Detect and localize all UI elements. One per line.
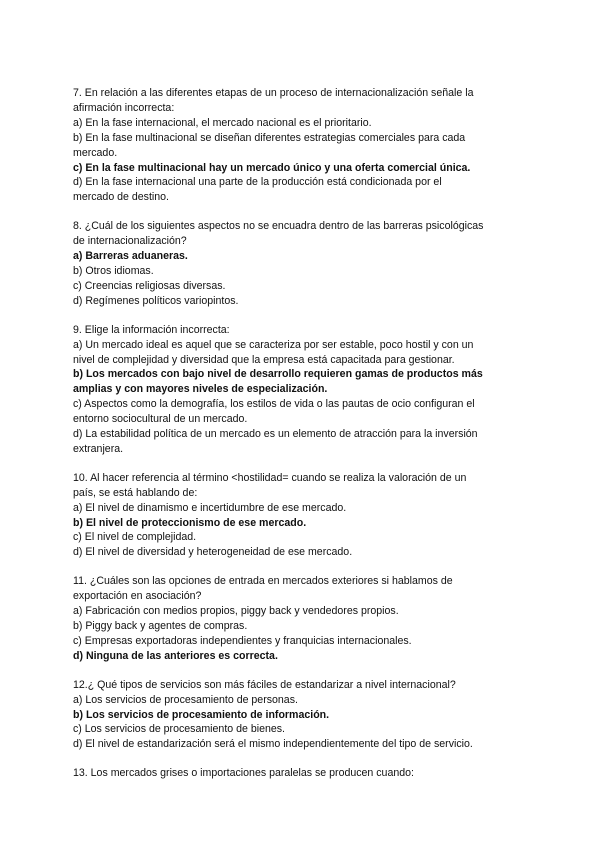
option-a: nivel de complejidad y diversidad que la empresa está capacitada para gestionar. <box>73 353 455 366</box>
option-b: b) Piggy back y agentes de compras. <box>73 620 248 632</box>
question-8-text: 8. ¿Cuál de los siguientes aspectos no se encuadra dentro de las barreras psicológicas <box>73 220 484 233</box>
option-d: d) El nivel de estandarización será el mismo independientemente del tipo de servicio. <box>73 738 473 751</box>
question-12 <box>73 678 533 753</box>
option-d: extranjera. <box>73 442 124 455</box>
question-8 <box>73 219 533 308</box>
option-a: a) El nivel de dinamismo e incertidumbre de ese mercado. <box>73 501 347 514</box>
question-13-text: 13. Los mercados grises o importaciones paralelas se producen cuando: <box>73 767 414 780</box>
option-d: d) El nivel de diversidad y heterogeneidad de ese mercado. <box>73 546 353 559</box>
option-d: d) En la fase internacional una parte de la producción está condicionada por el <box>73 176 442 189</box>
option-b: b) Otros idiomas. <box>73 264 154 277</box>
correct-answer: b) El nivel de proteccionismo de ese mercado. <box>73 516 307 529</box>
question-list <box>73 86 533 795</box>
question-11 <box>73 574 533 663</box>
option-b: b) En la fase multinacional se diseñan diferentes estrategias comerciales para cada <box>73 131 466 144</box>
correct-answer: b) Los mercados con bajo nivel de desarrollo requieren gamas de productos más <box>73 368 483 381</box>
option-c: c) El nivel de complejidad. <box>73 531 197 544</box>
option-c: c) Empresas exportadoras independientes y franquicias internacionales. <box>73 634 412 647</box>
question-11-text: exportación en asociación? <box>73 590 202 603</box>
option-d: d) Regímenes políticos variopintos. <box>73 294 239 307</box>
question-12-text: 12.¿ Qué tipos de servicios son más fáciles de estandarizar a nivel internacional? <box>73 678 456 691</box>
option-c: c) Aspectos como la demografía, los estilos de vida o las pautas de ocio configuran el <box>73 398 475 411</box>
option-a: a) Los servicios de procesamiento de personas. <box>73 693 298 706</box>
option-c: entorno sociocultural de un mercado. <box>73 413 248 426</box>
question-9 <box>73 323 533 457</box>
question-13 <box>73 766 533 781</box>
question-7 <box>73 86 533 205</box>
question-9-text: 9. Elige la información incorrecta: <box>73 323 230 336</box>
option-a: a) Un mercado ideal es aquel que se caracteriza por ser estable, poco hostil y con un <box>73 338 474 351</box>
question-10-text: país, se está hablando de: <box>73 486 198 499</box>
option-c: c) Los servicios de procesamiento de bienes. <box>73 723 285 736</box>
option-a: a) Fabricación con medios propios, piggy back y vendedores propios. <box>73 605 399 618</box>
correct-answer: c) En la fase multinacional hay un mercado único y una oferta comercial única. <box>73 161 471 174</box>
correct-answer: amplias y con mayores niveles de especialización. <box>73 383 328 396</box>
option-a: a) En la fase internacional, el mercado nacional es el prioritario. <box>73 116 372 129</box>
question-8-text: de internacionalización? <box>73 235 187 248</box>
correct-answer: a) Barreras aduaneras. <box>73 250 188 263</box>
correct-answer: b) Los servicios de procesamiento de información. <box>73 708 330 721</box>
question-10 <box>73 471 533 560</box>
question-7-text: 7. En relación a las diferentes etapas de un proceso de internacionalización señale la <box>73 87 474 99</box>
option-c: c) Creencias religiosas diversas. <box>73 279 226 292</box>
question-10-text: 10. Al hacer referencia al término <hostilidad= cuando se realiza la valoración de un <box>73 471 467 484</box>
question-7-text: afirmación incorrecta: <box>73 101 175 114</box>
option-b: mercado. <box>73 146 118 159</box>
question-11-text: 11. ¿Cuáles son las opciones de entrada en mercados exteriores si hablamos de <box>73 575 453 588</box>
option-d: mercado de destino. <box>73 191 169 204</box>
option-d: d) La estabilidad política de un mercado es un elemento de atracción para la inversión <box>73 428 478 441</box>
correct-answer: d) Ninguna de las anteriores es correcta. <box>73 649 278 662</box>
